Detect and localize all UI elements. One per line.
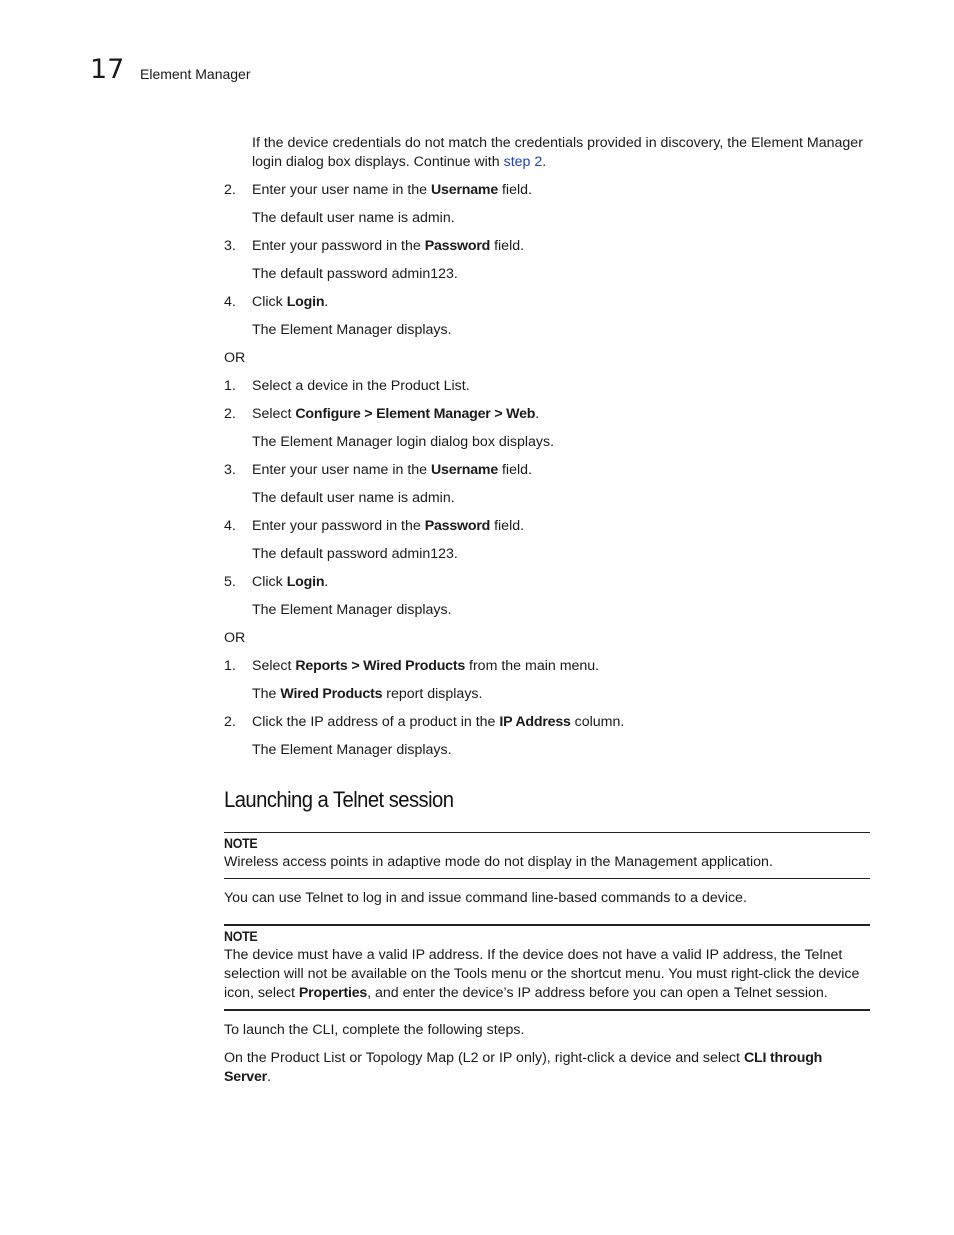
list-item bbox=[224, 573, 870, 592]
note-label: NOTE bbox=[224, 929, 258, 944]
step-result: The Element Manager displays. bbox=[252, 602, 452, 618]
step-number: 2. bbox=[224, 406, 236, 422]
step-result: The Element Manager displays. bbox=[252, 742, 452, 758]
step-text: . bbox=[324, 574, 329, 590]
paragraph bbox=[224, 1049, 870, 1087]
paragraph: To launch the CLI, complete the following steps. bbox=[224, 1022, 525, 1038]
step-text: . bbox=[324, 294, 329, 310]
list-item bbox=[224, 181, 870, 200]
ui-term: CLI through Server bbox=[224, 1050, 823, 1085]
step-text: column. bbox=[570, 714, 625, 730]
step-text: field. bbox=[490, 518, 525, 534]
list-item bbox=[224, 293, 870, 312]
intro-paragraph bbox=[224, 134, 870, 172]
step-text: Select a device in the Product List. bbox=[252, 378, 470, 394]
step-text: Click the IP address of a product in the bbox=[252, 714, 500, 730]
step-result: The Element Manager login dialog box displays. bbox=[252, 434, 555, 450]
step-text: Click bbox=[252, 574, 287, 590]
ui-term: Username bbox=[431, 182, 499, 198]
section-heading: Launching a Telnet session bbox=[224, 787, 454, 812]
note-text-part: , and enter the device’s IP address before you can open a Telnet session. bbox=[367, 985, 828, 1001]
ui-term: Wired Products bbox=[280, 686, 383, 702]
step-number: 4. bbox=[224, 518, 236, 534]
list-item bbox=[224, 377, 870, 396]
list-item bbox=[224, 461, 870, 480]
ui-term: Login bbox=[286, 294, 325, 310]
step-result: The default password admin123. bbox=[252, 546, 458, 562]
paragraph-text: On the Product List or Topology Map (L2 or IP only), right-click a device and select bbox=[224, 1050, 744, 1066]
ui-term: Login bbox=[286, 574, 325, 590]
list-item bbox=[224, 405, 870, 424]
note-text-part: The device must have a valid IP address. If the device does not have a valid IP address, the Telnet selection will not be available on the Tools menu or the shortcut menu. You must right-click the device icon, select bbox=[224, 947, 860, 1001]
step-text: Enter your password in the bbox=[252, 238, 425, 254]
step-text: field. bbox=[498, 182, 532, 198]
list-item bbox=[224, 517, 870, 536]
ui-term: IP Address bbox=[499, 714, 571, 730]
ui-term: Username bbox=[431, 462, 499, 478]
ui-term: Properties bbox=[298, 985, 368, 1001]
or-separator: OR bbox=[224, 630, 246, 646]
step-number: 1. bbox=[224, 658, 236, 674]
list-item bbox=[224, 237, 870, 256]
step-text: report displays. bbox=[382, 686, 483, 702]
paragraph: You can use Telnet to log in and issue command line-based commands to a device. bbox=[224, 890, 747, 906]
ui-term: Password bbox=[424, 238, 491, 254]
step-number: 2. bbox=[224, 182, 236, 198]
note-box bbox=[224, 832, 870, 879]
step-text: Select bbox=[252, 406, 296, 422]
ui-term: Reports > Wired Products bbox=[295, 658, 466, 674]
step-number: 3. bbox=[224, 462, 236, 478]
step-number: 4. bbox=[224, 294, 236, 310]
list-item bbox=[224, 657, 870, 676]
chapter-number: 17 bbox=[90, 54, 125, 85]
or-separator: OR bbox=[224, 350, 246, 366]
ui-term: Password bbox=[424, 518, 491, 534]
step-text: Enter your password in the bbox=[252, 518, 425, 534]
step-number: 2. bbox=[224, 714, 236, 730]
note-box bbox=[224, 924, 870, 1011]
intro-text: If the device credentials do not match the credentials provided in discovery, the Element Manager login dialog box displays. Continue with bbox=[252, 135, 863, 170]
step-number: 5. bbox=[224, 574, 236, 590]
page-content bbox=[224, 134, 870, 1096]
list-item bbox=[224, 713, 870, 732]
step-text: The bbox=[252, 686, 281, 702]
step-text: Click bbox=[252, 294, 287, 310]
step-text: field. bbox=[490, 238, 525, 254]
step-text: . bbox=[535, 406, 540, 422]
note-label: NOTE bbox=[224, 836, 258, 851]
paragraph-text: . bbox=[266, 1069, 271, 1085]
note-text bbox=[224, 946, 870, 1003]
intro-text-end: . bbox=[542, 154, 547, 170]
step-result bbox=[224, 685, 870, 704]
step-number: 3. bbox=[224, 238, 236, 254]
ui-term: Configure > Element Manager > Web bbox=[295, 406, 536, 422]
chapter-title: Element Manager bbox=[140, 66, 251, 82]
step-result: The default user name is admin. bbox=[252, 210, 455, 226]
step-result: The Element Manager displays. bbox=[252, 322, 452, 338]
step-text: Enter your user name in the bbox=[252, 462, 432, 478]
step-text: from the main menu. bbox=[465, 658, 600, 674]
note-text: Wireless access points in adaptive mode do not display in the Management application. bbox=[224, 854, 773, 870]
step-text: field. bbox=[498, 462, 532, 478]
step-result: The default password admin123. bbox=[252, 266, 458, 282]
step-text: Enter your user name in the bbox=[252, 182, 432, 198]
step-text: Select bbox=[252, 658, 296, 674]
step-number: 1. bbox=[224, 378, 236, 394]
step-result: The default user name is admin. bbox=[252, 490, 455, 506]
step-2-link[interactable]: step 2 bbox=[503, 154, 543, 170]
